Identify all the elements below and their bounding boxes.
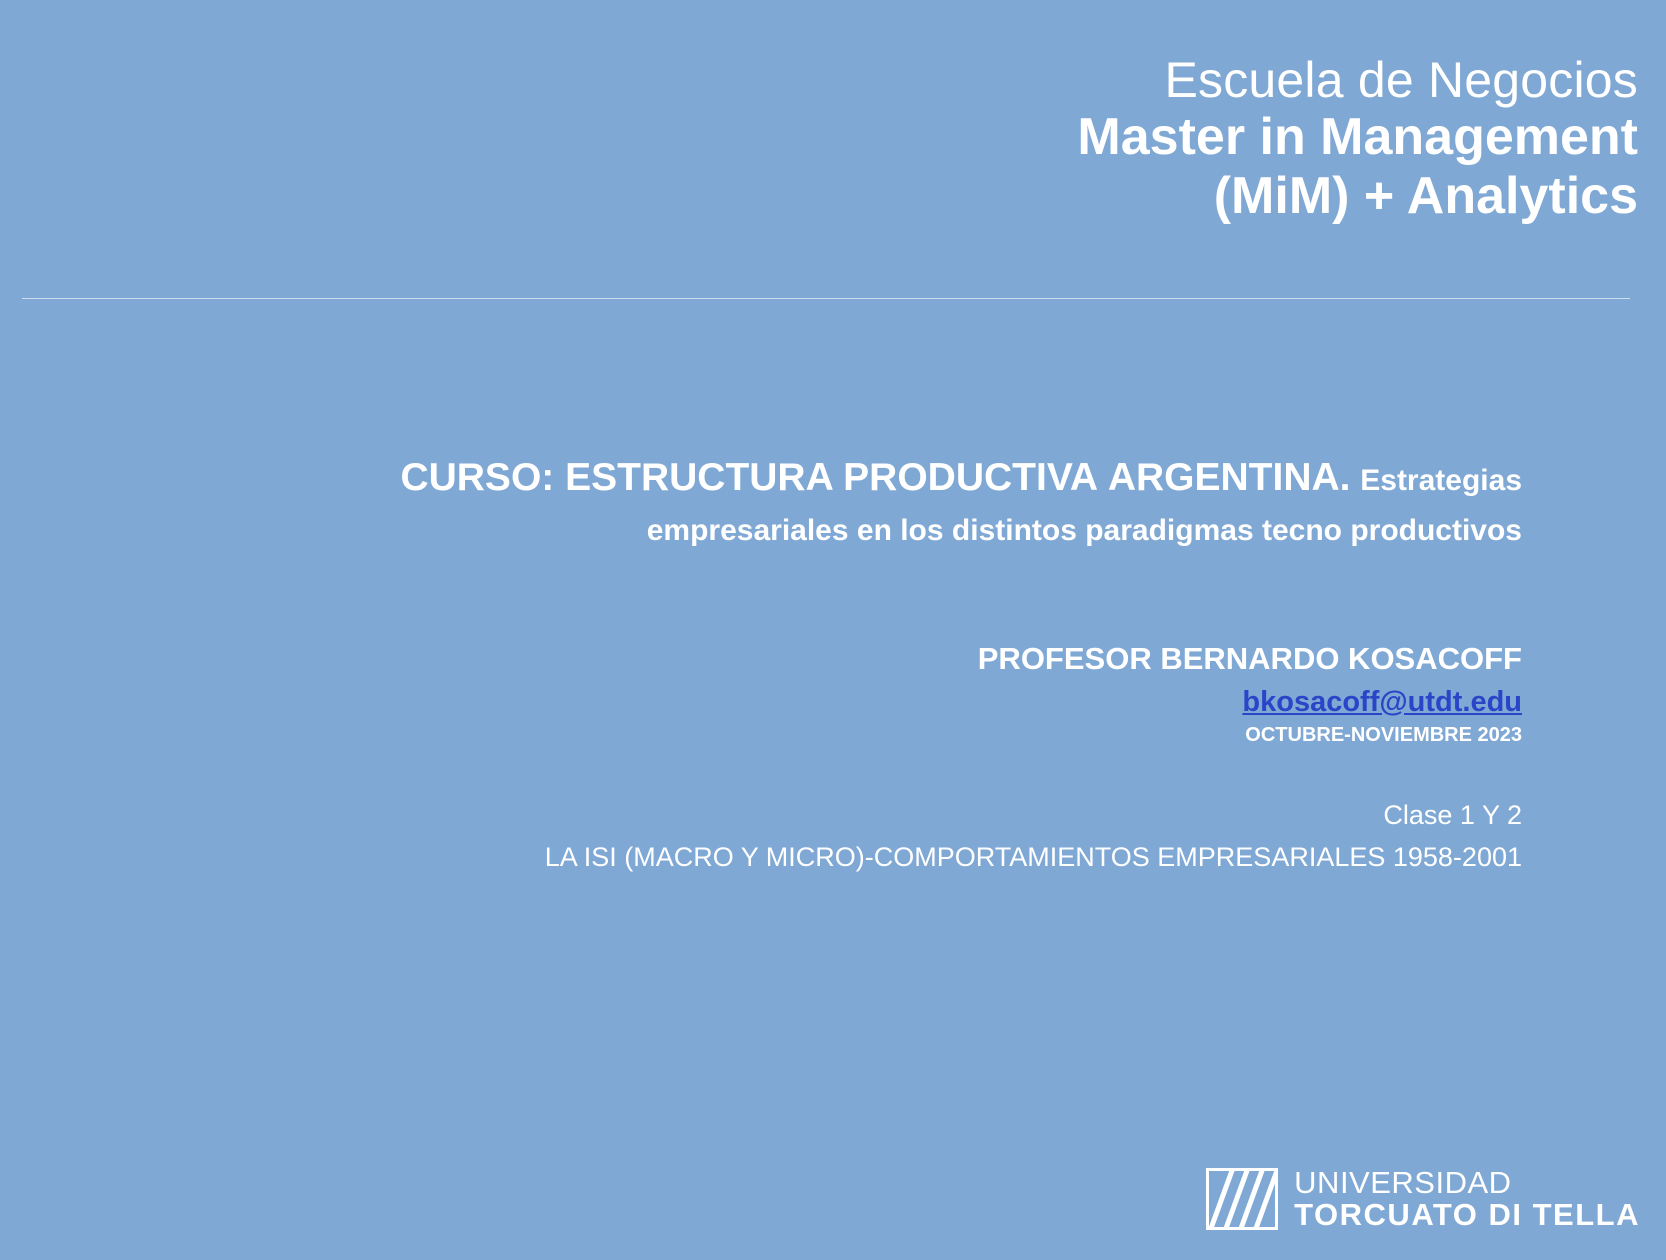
course-subtitle: Estrategias empresariales en los distintos paradigmas tecno productivos xyxy=(646,464,1522,547)
course-title-suffix: ARGENTINA. xyxy=(1107,456,1351,499)
class-number: Clase 1 Y 2 xyxy=(1383,800,1522,830)
slide-header xyxy=(538,52,1638,227)
class-block xyxy=(300,795,1522,879)
diagonal-stripes-icon xyxy=(1206,1168,1278,1230)
program-name-line2: (MiM) + Analytics xyxy=(1213,167,1638,226)
header-divider xyxy=(22,298,1630,299)
professor-email-link[interactable]: bkosacoff@utdt.edu xyxy=(1242,685,1522,718)
professor-block xyxy=(480,640,1522,747)
course-title-prefix: CURSO: ESTRUCTURA PRODUCTIVA xyxy=(400,456,1099,499)
class-topic: LA ISI (MACRO Y MICRO)-COMPORTAMIENTOS EMPRESARIALES 1958-2001 xyxy=(544,841,1522,872)
logo-line-universidad: UNIVERSIDAD xyxy=(1294,1164,1512,1200)
logo-line-torcuato: TORCUATO DI TELLA xyxy=(1294,1197,1640,1233)
course-block xyxy=(380,452,1522,552)
school-name: Escuela de Negocios xyxy=(1164,52,1638,108)
professor-name: PROFESOR BERNARDO KOSACOFF xyxy=(977,641,1522,676)
program-name-line1: Master in Management xyxy=(1077,108,1638,166)
university-logo xyxy=(1206,1164,1640,1233)
course-period: OCTUBRE-NOVIEMBRE 2023 xyxy=(1245,723,1522,746)
